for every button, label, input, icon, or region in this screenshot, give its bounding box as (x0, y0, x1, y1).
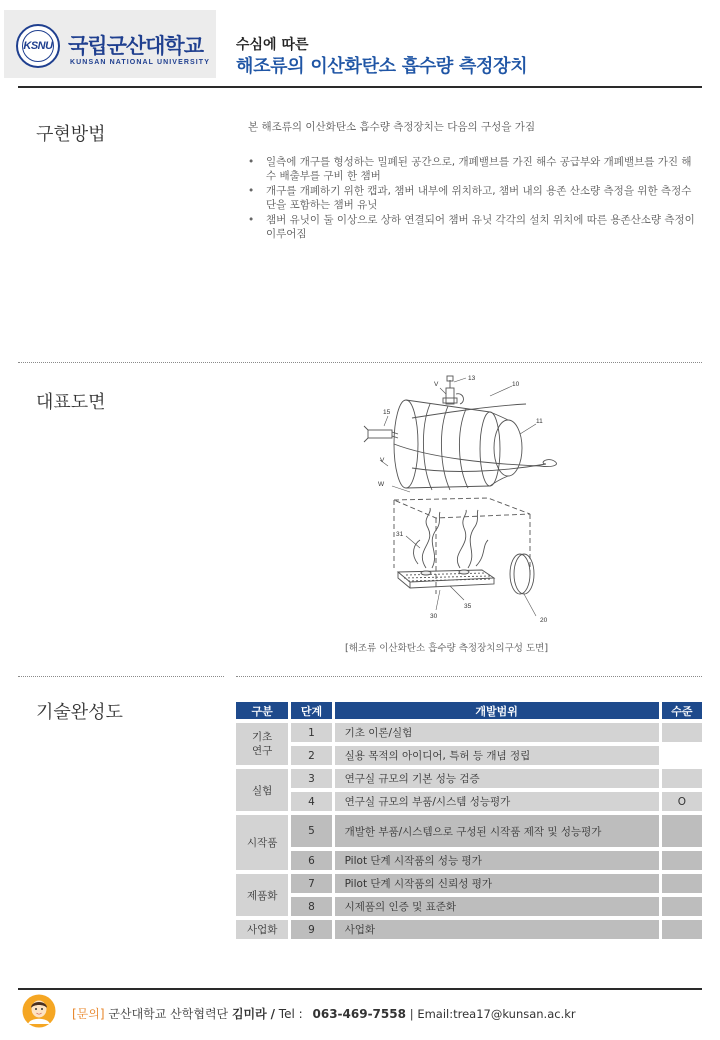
footer-divider (18, 988, 702, 990)
contact-avatar-icon (22, 994, 56, 1028)
method-bullet-list (248, 155, 698, 242)
level-cell (662, 874, 702, 893)
callout-label: 20 (540, 617, 548, 624)
scope-cell: Pilot 단계 시작품의 성능 평가 (335, 851, 659, 870)
callout-label: W (378, 481, 385, 488)
stage-cell: 2 (291, 746, 331, 765)
method-bullet: • 챔버 유닛이 둘 이상으로 상하 연결되어 챔버 유닛 각각의 설치 위치에 따른 용존산소량 측정이 이루어짐 (248, 213, 698, 241)
level-cell (662, 920, 702, 939)
university-logo (4, 10, 216, 78)
contact-name: 김미라 (231, 1007, 267, 1021)
category-cell: 제품화 (236, 874, 288, 916)
device-drawing (340, 368, 580, 630)
page-title: 해조류의 이산화탄소 흡수량 측정장치 (236, 56, 528, 77)
callout-label: V (380, 457, 385, 464)
table-row (236, 815, 702, 847)
section-label-maturity: 기술완성도 (36, 702, 123, 723)
level-cell: O (662, 792, 702, 811)
contact-org: 군산대학교 산학협력단 (108, 1007, 229, 1021)
table-header-stage: 단계 (291, 702, 331, 719)
callout-label: V (434, 381, 439, 388)
category-cell: 실험 (236, 769, 288, 811)
stage-cell: 5 (291, 815, 331, 847)
scope-cell: 연구실 규모의 기본 성능 검증 (335, 769, 659, 788)
contact-separator: / (270, 1007, 275, 1021)
seal-text: KSNU (23, 40, 53, 52)
stage-cell: 8 (291, 897, 331, 916)
level-cell (662, 815, 702, 847)
inquiry-label: [문의] (72, 1007, 105, 1021)
stage-cell: 1 (291, 723, 331, 742)
method-bullet: • 일측에 개구를 형성하는 밀폐된 공간으로, 개폐밸브를 가진 해수 공급부와 개폐밸브를 가진 해수 배출부를 구비 한 챔버 (248, 155, 698, 183)
table-row (236, 746, 702, 765)
table-row (236, 723, 702, 742)
scope-cell: 시제품의 인증 및 표준화 (335, 897, 659, 916)
callout-label: 13 (468, 375, 476, 382)
table-header-category: 구분 (236, 702, 288, 719)
category-cell: 기초 연구 (236, 723, 288, 765)
level-cell (662, 723, 702, 742)
level-cell (662, 851, 702, 870)
contact-phone: 063-469-7558 (312, 1007, 406, 1021)
callout-label: 11 (536, 418, 543, 425)
scope-cell: 사업화 (335, 920, 659, 939)
tel-label: Tel : (278, 1007, 303, 1021)
method-bullet: • 개구를 개폐하기 위한 캡과, 챔버 내부에 위치하고, 챔버 내의 용존 산소량 측정을 위한 측정수단을 포함하는 챔버 유닛 (248, 184, 698, 212)
section-label-drawing: 대표도면 (36, 392, 106, 413)
scope-cell: Pilot 단계 시작품의 신뢰성 평가 (335, 874, 659, 893)
table-row (236, 792, 702, 811)
cap-disc-drawing (510, 554, 534, 594)
callout-label: 15 (383, 409, 391, 416)
level-cell (662, 897, 702, 916)
header-divider (18, 86, 702, 88)
university-seal-icon (16, 24, 60, 68)
callout-label: 31 (396, 531, 404, 538)
table-row (236, 769, 702, 788)
logo-name-korean: 국립군산대학교 (68, 34, 204, 58)
callout-label: 10 (512, 381, 520, 388)
stage-cell: 7 (291, 874, 331, 893)
section-divider (18, 676, 224, 677)
chamber-drawing (364, 376, 556, 490)
contact-email: | Email:trea17@kunsan.ac.kr (409, 1007, 576, 1021)
category-cell: 시작품 (236, 815, 288, 870)
method-intro: 본 해조류의 이산화탄소 흡수량 측정장치는 다음의 구성을 가짐 (248, 121, 536, 133)
callout-label: 30 (430, 613, 438, 620)
level-cell (662, 746, 702, 765)
leader-lines (380, 378, 536, 616)
scope-cell: 연구실 규모의 부품/시스템 성능평가 (335, 792, 659, 811)
stage-cell: 9 (291, 920, 331, 939)
section-divider (18, 362, 702, 363)
table-row (236, 920, 702, 939)
tray-drawing (398, 570, 494, 588)
category-cell: 사업화 (236, 920, 288, 939)
table-row (236, 874, 702, 893)
scope-cell: 개발한 부품/시스템으로 구성된 시작품 제작 및 성능평가 (335, 815, 659, 847)
stage-cell: 3 (291, 769, 331, 788)
table-header-scope: 개발범위 (335, 702, 659, 719)
table-header-level: 수준 (662, 702, 702, 719)
section-label-method: 구현방법 (36, 124, 106, 145)
maturity-table (233, 698, 705, 943)
logo-name-english: KUNSAN NATIONAL UNIVERSITY (70, 59, 210, 66)
table-row (236, 851, 702, 870)
stage-cell: 6 (291, 851, 331, 870)
figure-caption: [해조류 이산화탄소 흡수량 측정장치의구성 도면] (345, 643, 549, 654)
scope-cell: 기초 이론/실험 (335, 723, 659, 742)
callout-label: 35 (464, 603, 472, 610)
table-row (236, 897, 702, 916)
section-divider (236, 676, 702, 677)
scope-cell: 실용 목적의 아이디어, 특허 등 개념 정립 (335, 746, 659, 765)
stage-cell: 4 (291, 792, 331, 811)
level-cell (662, 769, 702, 788)
contact-info (72, 1005, 576, 1022)
page-subtitle: 수심에 따른 (236, 37, 309, 53)
